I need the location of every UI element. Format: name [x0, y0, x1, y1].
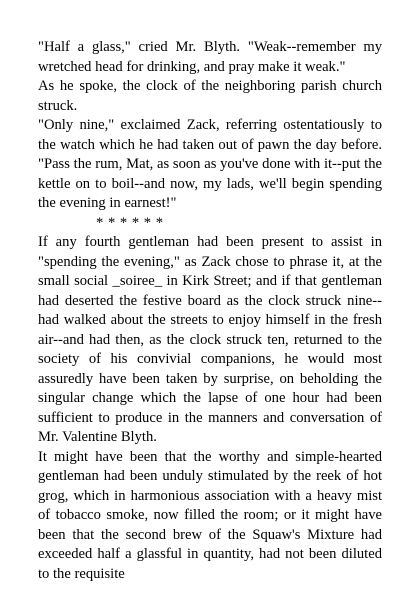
document-page	[38, 38, 382, 584]
paragraph-hot-grog: It might have been that the worthy and simple-hearted gentleman had been unduly stimulated by the reek of hot grog, which in harmonious association with a heavy mist of tobacco smoke, now filled the room; or it might have been that the second brew of the Squaw's Mixture had exceeded half a glassful in quantity, had not been diluted to the requisite	[38, 448, 382, 582]
paragraph-fourth-gentleman: If any fourth gentleman had been present to assist in "spending the evening," as Zack chose to phrase it, at the small social _soiree_ in Kirk Street; and if that gentleman had deserted the festive board as the clock struck nine--had walked about the streets to enjoy himself in the fresh air--and had then, as the clock struck ten, returned to the society of his convivial companions, he would most assuredly have been taken by surprise, on beholding the singular change which the lapse of one hour had been sufficient to produce in the manners and conversation of Mr. Valentine Blyth.	[38, 234, 382, 445]
paragraph-clock-struck: As he spoke, the clock of the neighboring parish church struck.	[38, 78, 382, 114]
section-separator: * * * * * *	[96, 214, 164, 231]
paragraph-blyth-request: "Half a glass," cried Mr. Blyth. "Weak--remember my wretched head for drinking, and pray make it weak."	[38, 39, 382, 75]
paragraph-zack-exclaims: "Only nine," exclaimed Zack, referring ostentatiously to the watch which he had taken out of pawn the day before. "Pass the rum, Mat, as soon as you've done with it--put the kettle on to boil--and now, my lads, we'll begin spending the evening in earnest!"	[38, 117, 382, 211]
